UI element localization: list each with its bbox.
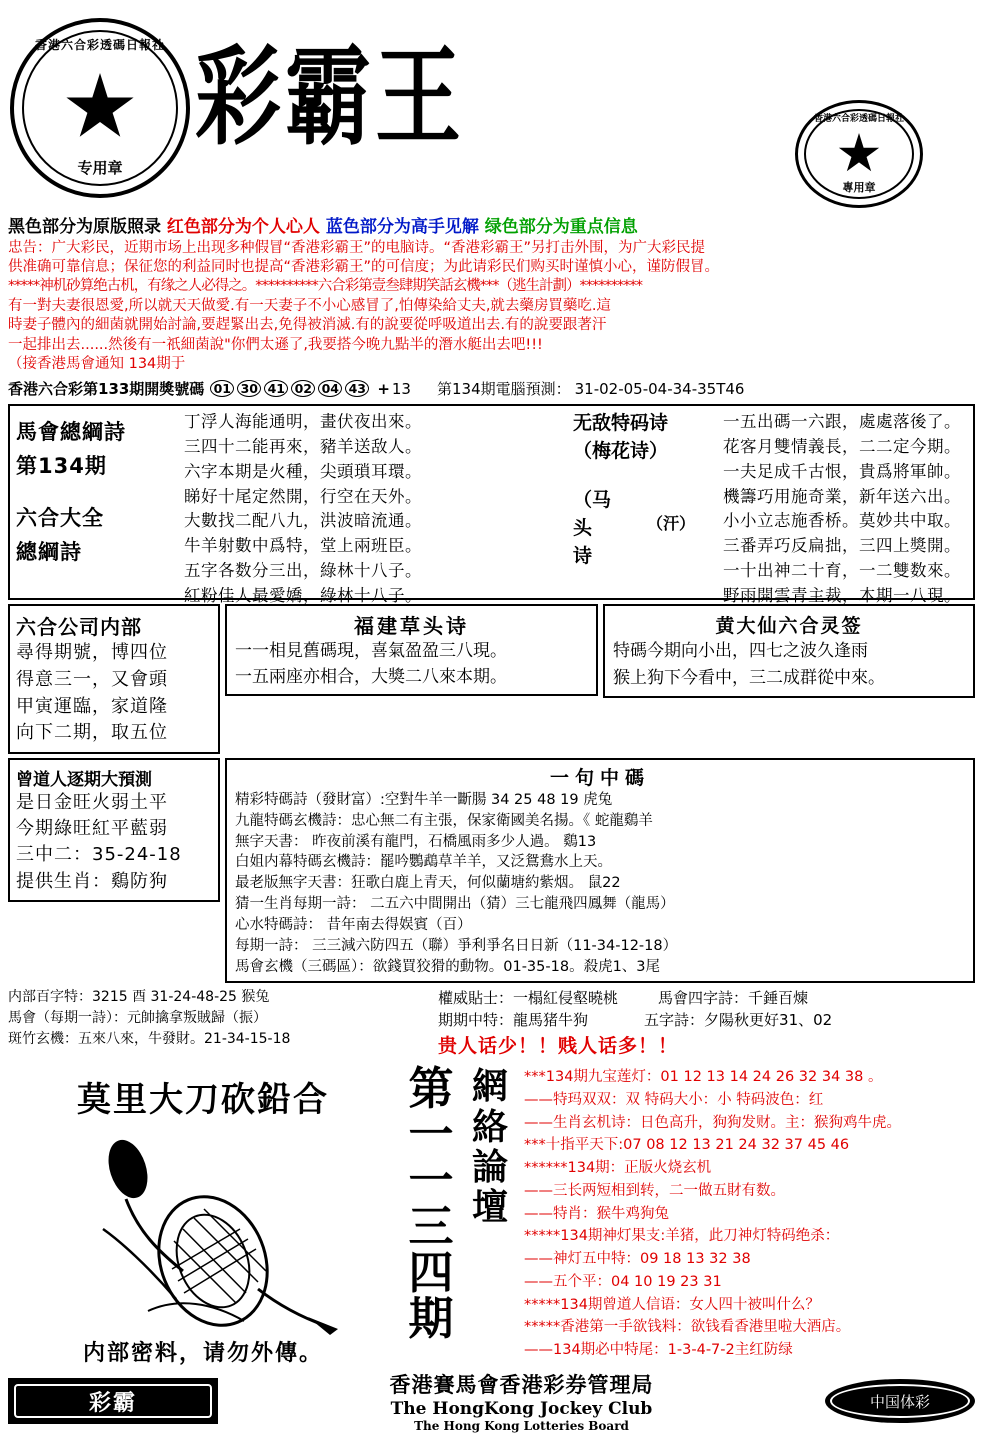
fujian-poem-line: 一一相見舊碼現，喜氣盈盈三八現。 [235,641,507,662]
poem-line: 小小立志施香桥。莫妙共中取。 [723,511,961,531]
joke-line: 一起排出去......然後有一祇細菌說"你們太遜了,我要搭今晚九點半的潛水艇出去吧!!! [8,336,543,353]
page-header [0,0,983,210]
stamp-right-arc-text: 香港六合彩透碼日報社 [813,114,904,124]
poem-char-sub: （梅花诗） [573,439,669,462]
company-internal-line: 得意三一，又會頭 [16,668,168,690]
page-title: 彩霸王 [195,33,465,160]
draw-result-row [0,374,983,401]
poem-char-mark2: 头 [573,517,593,539]
footer-org-en: The HongKong Jockey Club [390,1399,653,1420]
notice-block [0,237,983,277]
legend-black: 黑色部分为原版照录 [8,217,161,237]
poem-line: 一五出碼一六跟，處處落後了。 [723,412,961,432]
joke-line: 有一對夫妻很恩愛,所以就天天做愛.有一天妻子不小心感冒了,怕傳染給丈夫,就去藥房買藥吃.這 [8,297,612,314]
main-poem-box [8,404,975,605]
draw-special-ball: 13 [391,379,411,398]
tips-value: 龍馬猪牛狗 [513,1011,589,1030]
page-footer [8,1369,975,1433]
joke-block [0,277,983,374]
poem-char-title: 无敌特码诗 [573,412,669,435]
wong-tai-sin-box [603,604,975,698]
draw-balls [210,380,369,397]
one-line-code-box [225,758,975,983]
poem-char-mark3: 诗 [573,544,593,567]
bottom-line: ——神灯五中特：09 18 13 32 38 [524,1251,751,1268]
notice-line: 忠告：广大彩民，近期市场上出现多种假冒“香港彩霸王”的电脑诗。“香港彩霸王”另打击外围，为广大彩民提 [8,240,706,256]
joke-line: 時妻子體內的細菌就開始討論,要趕緊出去,免得被消滅.有的說要從呼吸道出去.有的說要跟著汗 [8,317,607,334]
footer-logo-right-text: 中国体彩 [830,1384,970,1418]
draw-ball: 02 [291,380,315,397]
joke-heading: *****神机砂算绝古机，有缘之人必得之。**********六合彩第壹叁肆期笑話玄機***（逃生計劃）********** [8,278,642,295]
bottom-line: ——特肖：猴牛鸡狗兔 [524,1205,669,1222]
artwork-illustration [8,1121,398,1336]
stamp-right-seal [795,100,923,208]
bottom-artwork-panel [8,1066,398,1367]
company-internal-line: 向下二期，取五位 [16,722,168,744]
plus-icon: + [377,379,390,398]
draw-ball: 41 [264,380,288,397]
bottom-line: ——生肖玄机诗：日色高升，狗狗发财。主：猴狗鸡牛虎。 [524,1114,901,1131]
poem-title-1: 馬會總綱詩 [16,420,126,445]
one-line-code-item: 九龍特碼玄機詩：忠心無二有主張，保家衛國美名揚。《 蛇龍鷄羊 [235,812,653,829]
joke-line: （接香港馬會通知 134期于 [8,355,186,372]
poem-title-4: 總綱詩 [16,540,82,565]
bottom-line: *****134期曾道人信语：女人四十被叫什么？ [524,1296,820,1313]
zengdaoren-line: 今期綠旺紅平藍弱 [16,818,168,840]
zengdaoren-line: 三中二：35-24-18 [16,844,182,866]
sword-illustration-icon [8,1121,398,1336]
poem-line: 紅粉佳人最愛嬌，綠林十八子。 [184,585,422,605]
poem-line: 花客月雙情義長，二二定今期。 [723,437,961,457]
tips-key: 期期中特： [438,1011,514,1030]
one-line-code-item: 馬會玄機（三碼區）：欲錢買狡猾的動物。01-35-18。殺虎1、3尾 [235,958,661,975]
company-internal-line: 尋得期號，博四位 [16,642,168,664]
stamp-right-bottom-text: 專用章 [842,181,876,194]
footer-logo-left-text: 彩霸 [14,1384,212,1418]
tips-value-2: 千錘百煉 [748,988,809,1007]
three-column-section [8,604,975,754]
one-line-code-item: 精彩特碼詩（發財富）:空對牛羊一斷腸 34 25 48 19 虎兔 [235,791,613,808]
forum-label-vertical: 網絡論壇 [471,1065,508,1229]
bottom-line: ***134期九宝莲灯：01 12 13 14 24 26 32 34 38 。 [524,1069,883,1086]
info-strip-right [438,987,975,1061]
draw-ball: 30 [237,380,261,397]
info-strip [8,987,975,1061]
zengdaoren-title: 曾道人逐期大預測 [16,769,152,790]
zengdaoren-prediction-box [8,758,220,902]
tips-row [438,1009,975,1032]
prediction-section [8,758,975,983]
company-internal-box [8,604,220,754]
legend-blue: 蓝色部分为高手见解 [325,217,479,237]
info-line: 馬會（每期一詩）：元帥擒拿叛賊歸（振） [8,1010,267,1026]
bottom-line: ——特玛双双：双 特码大小：小 特码波色：红 [524,1091,824,1108]
draw-label: 香港六合彩第133期開獎號碼 [8,380,205,399]
draw-ball: 04 [318,380,342,397]
tips-key: 權威貼士： [438,988,514,1007]
notice-line: 供准确可靠信息；保征您的利益同时也提高“香港彩霸王”的可信度；为此请彩民们购买时谨慎小心，谨防假冒。 [8,259,720,276]
one-line-code-item: 最老版無字天書：狂歌白鹿上青天，何似蘭塘約紫烟。 鼠22 [235,875,621,892]
stamp-left-arc-text: 香港六合彩透碼日報社 [34,38,165,52]
color-legend [0,210,983,237]
bottom-line: ***十指平天下:07 08 12 13 21 24 32 37 45 46 [524,1137,850,1154]
zengdaoren-line: 提供生肖：鷄防狗 [16,870,168,892]
one-line-code-item: 猜一生肖每期一詩： 二五六中間開出（猜）三七龍飛四鳳舞（龍馬） [235,896,675,913]
bottom-line: ——三长两短相到转，二一做五財有数。 [524,1182,785,1199]
fujian-column [225,604,598,696]
one-line-code-item: 心水特碼詩： 昔年南去得娱賓（百） [235,917,472,934]
poem-mid-lines [178,406,567,605]
poem-left-titles [10,406,178,598]
info-line: 内部百字特：3215 酉 31-24-48-25 猴兔 [8,988,270,1005]
poem-center-title [567,406,717,598]
poem-title-2: 第134期 [16,454,107,479]
poem-char-mark4: （汗） [647,514,696,534]
artwork-title: 莫里大刀砍鉛合 [77,1080,329,1121]
bottom-text-panel [520,1066,975,1367]
bottom-section [8,1062,975,1367]
poem-line: 牛羊射數中爲特，堂上兩班臣。 [184,536,422,556]
bottom-line: *****134期神灯果支:羊猪，此刀神灯特码绝杀： [524,1228,840,1245]
draw-ball: 43 [345,380,369,397]
forecast-value: 31-02-05-04-34-35T46 [574,379,745,398]
poem-line: 一十出神二十育，一二雙数來。 [723,560,961,580]
one-line-code-title: 一句中碼 [549,766,650,789]
info-line: 斑竹玄機：五來八來，牛發財。21-34-15-18 [8,1031,291,1048]
footer-center [224,1369,819,1433]
highlight-slogan: 贵人话少！！贱人话多！！ [438,1034,679,1057]
poem-title-3: 六合大全 [16,506,104,531]
stamp-left-bottom-text: 专用章 [77,159,123,177]
forecast-label: 第134期電腦預測： [436,380,571,399]
one-line-code-item: 每期一詩： 三三減六防四五（聯）爭利爭名日日新（11-34-12-18） [235,937,678,954]
company-internal-title: 六合公司内部 [16,615,142,640]
draw-ball: 01 [210,380,234,397]
wong-tai-sin-line: 特碼今期向小出，四七之波久逢雨 [613,641,868,662]
poem-line: 大數找二配八九，洪波暗流通。 [184,511,422,531]
tips-value: 一榻紅侵壑曉桃 [513,988,619,1007]
bottom-line: ******134期：正版火烧玄机 [524,1160,712,1177]
footer-logo-left [8,1378,218,1424]
company-internal-line: 甲寅運臨，家道隆 [16,695,168,717]
legend-green: 绿色部分为重点信息 [484,217,638,237]
poem-line: 三四十二能再來，豬羊送敌人。 [184,437,422,457]
fujian-poem-box [225,604,598,696]
artwork-footer-text: 内部密料，请勿外傳。 [82,1341,323,1367]
bottom-line: ——五个平：04 10 19 23 31 [524,1273,722,1290]
tips-key-2: 馬會四字詩： [658,988,749,1007]
footer-logo-right [825,1379,975,1423]
bottom-line: *****香港第一手欲钱料：欲钱看香港里啦大酒店。 [524,1319,851,1336]
stamp-left-seal [10,18,190,198]
tips-key-2: 五字詩： [644,1011,705,1030]
info-strip-left [8,987,428,1061]
poem-line: 五字各数分三出，綠林十八子。 [184,560,422,580]
zengdaoren-line: 是日金旺火弱土平 [16,791,168,813]
poem-line: 三番弄巧反扁拙，三四上獎開。 [723,536,961,556]
poem-right-lines [717,406,973,605]
poem-line: 機籌巧用施奇業，新年送六出。 [723,486,961,506]
poem-char-mark1: （马 [573,489,612,512]
legend-red: 红色部分为个人心人 [166,217,320,237]
wong-tai-sin-title: 黄大仙六合灵签 [715,615,863,638]
issue-number-vertical: 第一一三四期 [408,1062,454,1345]
fujian-poem-line: 一五兩座亦相合，大獎二八來本期。 [235,666,507,687]
footer-org-en-sub: The Hong Kong Lotteries Board [414,1419,629,1433]
poem-line: 丁浮人海能通明，畫伏夜出來。 [184,412,422,432]
one-line-code-item: 無字天書： 昨夜前溪有龍門，石橋風雨多少人過。 鷄13 [235,833,597,850]
poem-line: 野雨開雲青主裁，本期一八現。 [723,585,961,605]
poem-line: 睇好十尾定然開，行空在天外。 [184,486,422,506]
tips-value-2: 夕陽秋更好31、02 [704,1011,833,1030]
footer-org-cn: 香港賽馬會香港彩券管理局 [389,1373,654,1398]
poem-line: 一夫足成千古恨，貴爲將軍帥。 [723,461,961,481]
tips-row [438,987,975,1010]
one-line-code-item: 白姐内幕特碼玄機詩：罷吟鸚鵡草羊羊，又泛鴛鴦水上天。 [235,854,612,871]
fujian-poem-title: 福建草头诗 [354,614,469,639]
bottom-line: ——134期必中特尾：1-3-4-7-2主红防绿 [524,1342,793,1359]
poem-line: 六字本期是火種，尖頭瑣耳環。 [184,461,422,481]
wong-tai-sin-line: 猴上狗下今看中，三二成群從中來。 [613,667,885,688]
